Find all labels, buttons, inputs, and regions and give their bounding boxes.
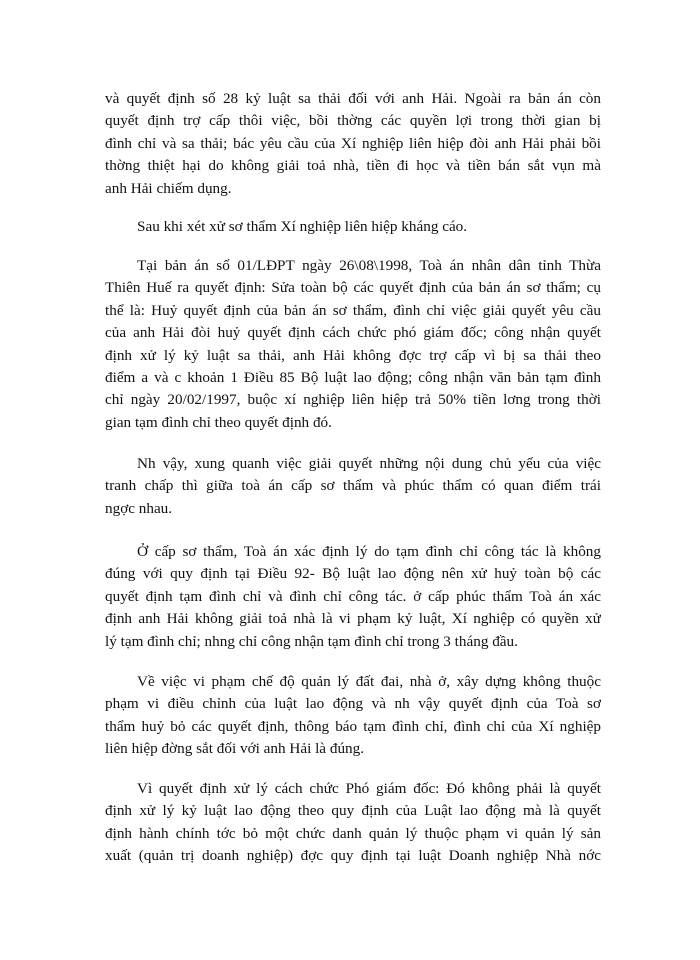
text-line: thờng thiệt hại do không giải toả nhà, tiền đi học và tiền bán sắt vụn mà (105, 157, 601, 175)
text-line: liên hiệp đờng sắt đối với anh Hải là đúng. (105, 740, 365, 758)
text-line: Nh vậy, xung quanh việc giải quyết những nội dung chủ yếu của việc (137, 455, 601, 472)
paragraph-3 (105, 255, 601, 434)
text-line: định anh Hải không giải toả nhà là vi phạm kỷ luật, Xí nghiệp có quyền xử (105, 610, 601, 628)
text-line: định xử lý kỷ luật lao động theo quy định của Luật lao động mà là quyết (105, 802, 601, 820)
text-line: quyết định trợ cấp thôi việc, bồi thờng các quyền lợi trong thời gian bị (105, 112, 601, 130)
paragraph-1 (105, 88, 601, 200)
text-line: Ở cấp sơ thẩm, Toà án xác định lý do tạm đình chỉ công tác là không (137, 543, 601, 560)
text-line: Về việc vi phạm chế độ quản lý đất đai, nhà ở, xây dựng không thuộc (137, 673, 601, 690)
paragraph-5 (105, 541, 601, 653)
text-line: định xử lý kỷ luật sa thải, anh Hải không đợc trợ cấp vì bị sa thải theo (105, 346, 601, 364)
text-line: và quyết định số 28 kỷ luật sa thải đối với anh Hải. Ngoài ra bản án còn (105, 90, 601, 107)
text-line: Tại bản án số 01/LĐPT ngày 26\08\1998, Toà án nhân dân tỉnh Thừa (137, 257, 601, 274)
text-line: lý tạm đình chỉ; nhng chỉ công nhận tạm đình chỉ trong 3 tháng đầu. (105, 632, 518, 650)
paragraph-6 (105, 671, 601, 761)
text-line: Vì quyết định xử lý cách chức Phó giám đốc: Đó không phải là quyết (137, 780, 601, 797)
paragraph-7 (105, 778, 601, 868)
text-line: thể là: Huỷ quyết định của bản án sơ thẩm, đình chỉ việc giải quyết yêu cầu (105, 301, 601, 319)
text-line: định hành chính tớc bỏ một chức danh quản lý thuộc phạm vi quản lý sản (105, 824, 601, 842)
text-line: Sau khi xét xử sơ thẩm Xí nghiệp liên hiệp kháng cáo. (137, 218, 468, 235)
text-line: anh Hải chiếm dụng. (105, 179, 232, 197)
text-line: gian tạm đình chỉ theo quyết định đó. (105, 413, 332, 431)
text-line: Thiên Huế ra quyết định: Sửa toàn bộ các quyết định của bản án sơ thẩm; cụ (105, 279, 601, 297)
paragraph-4 (105, 453, 601, 520)
text-line: quyết định tạm đình chỉ và đình chỉ công tác. ở cấp phúc thẩm Toà án xác (105, 587, 601, 605)
text-line: phạm vi điều chỉnh của luật lao động và nh vậy quyết định của Toà sơ (105, 695, 601, 713)
text-line: chỉ ngày 20/02/1997, buộc xí nghiệp liên hiệp trả 50% tiền lơng trong thời (105, 391, 601, 409)
text-line: điểm a và c khoản 1 Điều 85 Bộ luật lao động; công nhận văn bản tạm đình (105, 368, 601, 386)
paragraph-2 (105, 216, 601, 238)
text-line: của anh Hải đòi huỷ quyết định cách chức phó giám đốc; công nhận quyết (105, 324, 601, 342)
text-line: thẩm huỷ bỏ các quyết định, thông báo tạm đình chỉ, đình chỉ của Xí nghiệp (105, 717, 601, 735)
text-line: xuất (quản trị doanh nghiệp) đợc quy định tại luật Doanh nghiệp Nhà nớc (105, 847, 601, 865)
text-line: đình chỉ và sa thải; bác yêu cầu của Xí nghiệp liên hiệp đòi anh Hải phải bồi (105, 134, 601, 152)
text-line: tranh chấp thì giữa toà án cấp sơ thẩm và phúc thẩm có quan điểm trái (105, 477, 601, 495)
text-line: ngợc nhau. (105, 499, 173, 517)
text-line: đúng với quy định tại Điều 92- Bộ luật lao động nên xử huỷ toàn bộ các (105, 565, 601, 583)
